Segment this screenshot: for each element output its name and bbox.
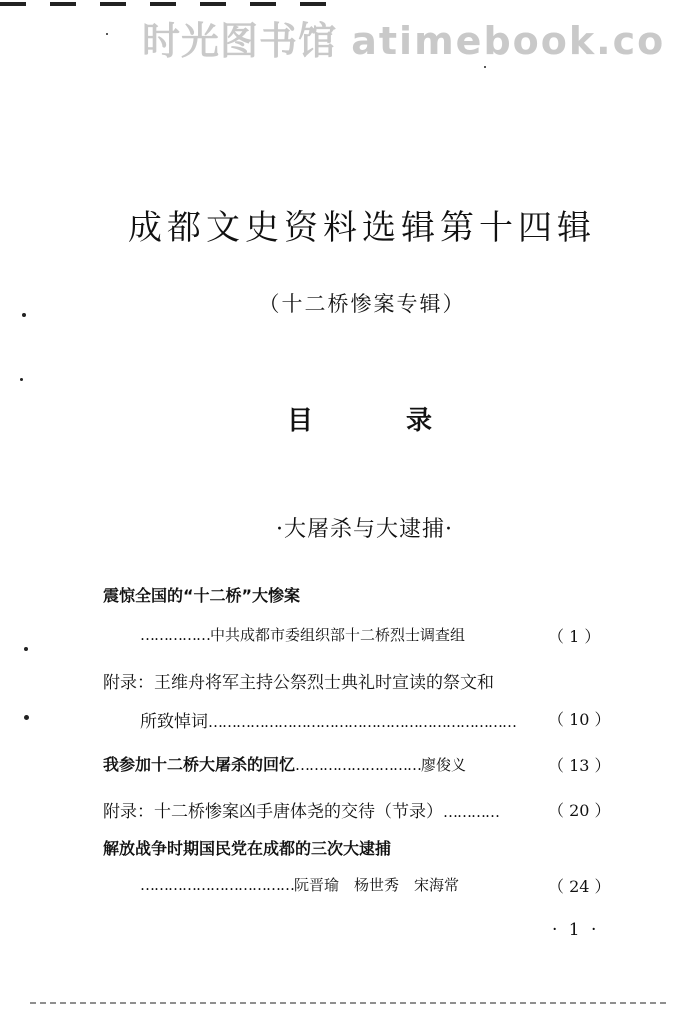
toc-leader: ………………………………………………………… bbox=[208, 713, 516, 731]
page-number: · 1 · bbox=[552, 920, 600, 940]
toc-entry-line bbox=[140, 707, 516, 732]
scan-speck bbox=[20, 378, 23, 381]
book-title: 成都文史资料选辑第十四辑 bbox=[128, 208, 596, 248]
watermark-en: atimebook.co bbox=[351, 19, 666, 63]
toc-entry-line bbox=[140, 624, 465, 645]
toc-leader: ………… bbox=[443, 803, 499, 821]
toc-entry-line bbox=[103, 752, 466, 775]
watermark-cn: 时光图书馆 bbox=[142, 19, 338, 63]
toc-entry-title[interactable]: 附录：王维舟将军主持公祭烈士典礼时宣读的祭文和 bbox=[103, 673, 494, 693]
toc-entry-page: （ 24 ） bbox=[548, 877, 611, 896]
toc-leader: ……………………… bbox=[295, 756, 422, 774]
toc-entry-title[interactable]: 解放战争时期国民党在成都的三次大逮捕 bbox=[103, 839, 392, 858]
scan-speck bbox=[106, 33, 108, 35]
toc-entry-title[interactable]: 附录：十二桥惨案凶手唐体尧的交待（节录） bbox=[103, 802, 443, 822]
toc-entry-title[interactable]: 我参加十二桥大屠杀的回忆 bbox=[103, 755, 296, 774]
toc-entry-line bbox=[103, 797, 499, 822]
toc-entry-line bbox=[140, 874, 459, 895]
toc-entry-page: （ 1 ） bbox=[548, 627, 601, 646]
scan-speck bbox=[24, 647, 28, 651]
book-subtitle: （十二桥惨案专辑） bbox=[258, 292, 466, 316]
toc-leader: …………… bbox=[140, 626, 210, 644]
bottom-scan-edge bbox=[30, 1002, 670, 1004]
toc-entry-author: 阮晋瑜 杨世秀 宋海常 bbox=[294, 876, 460, 894]
section-title: ·大屠杀与大逮捕· bbox=[276, 517, 453, 542]
toc-entry-title-cont: 所致悼词 bbox=[140, 712, 208, 732]
watermark-dashes bbox=[0, 2, 330, 6]
toc-entry-title[interactable]: 震惊全国的“十二桥”大惨案 bbox=[103, 586, 301, 605]
toc-entry-author: 中共成都市委组织部十二桥烈士调查组 bbox=[210, 626, 466, 644]
toc-entry-page: （ 20 ） bbox=[548, 801, 611, 820]
watermark bbox=[142, 10, 665, 65]
toc-leader: …………………………… bbox=[140, 876, 294, 894]
toc-entry-page: （ 13 ） bbox=[548, 756, 611, 775]
toc-entry-author: 廖俊义 bbox=[421, 756, 467, 774]
scan-speck bbox=[484, 66, 486, 68]
toc-heading-right: 录 bbox=[406, 406, 433, 436]
toc-heading-left: 目 bbox=[287, 406, 314, 436]
scan-speck bbox=[24, 715, 29, 720]
toc-entry-page: （ 10 ） bbox=[548, 710, 611, 729]
scan-speck bbox=[22, 313, 26, 317]
